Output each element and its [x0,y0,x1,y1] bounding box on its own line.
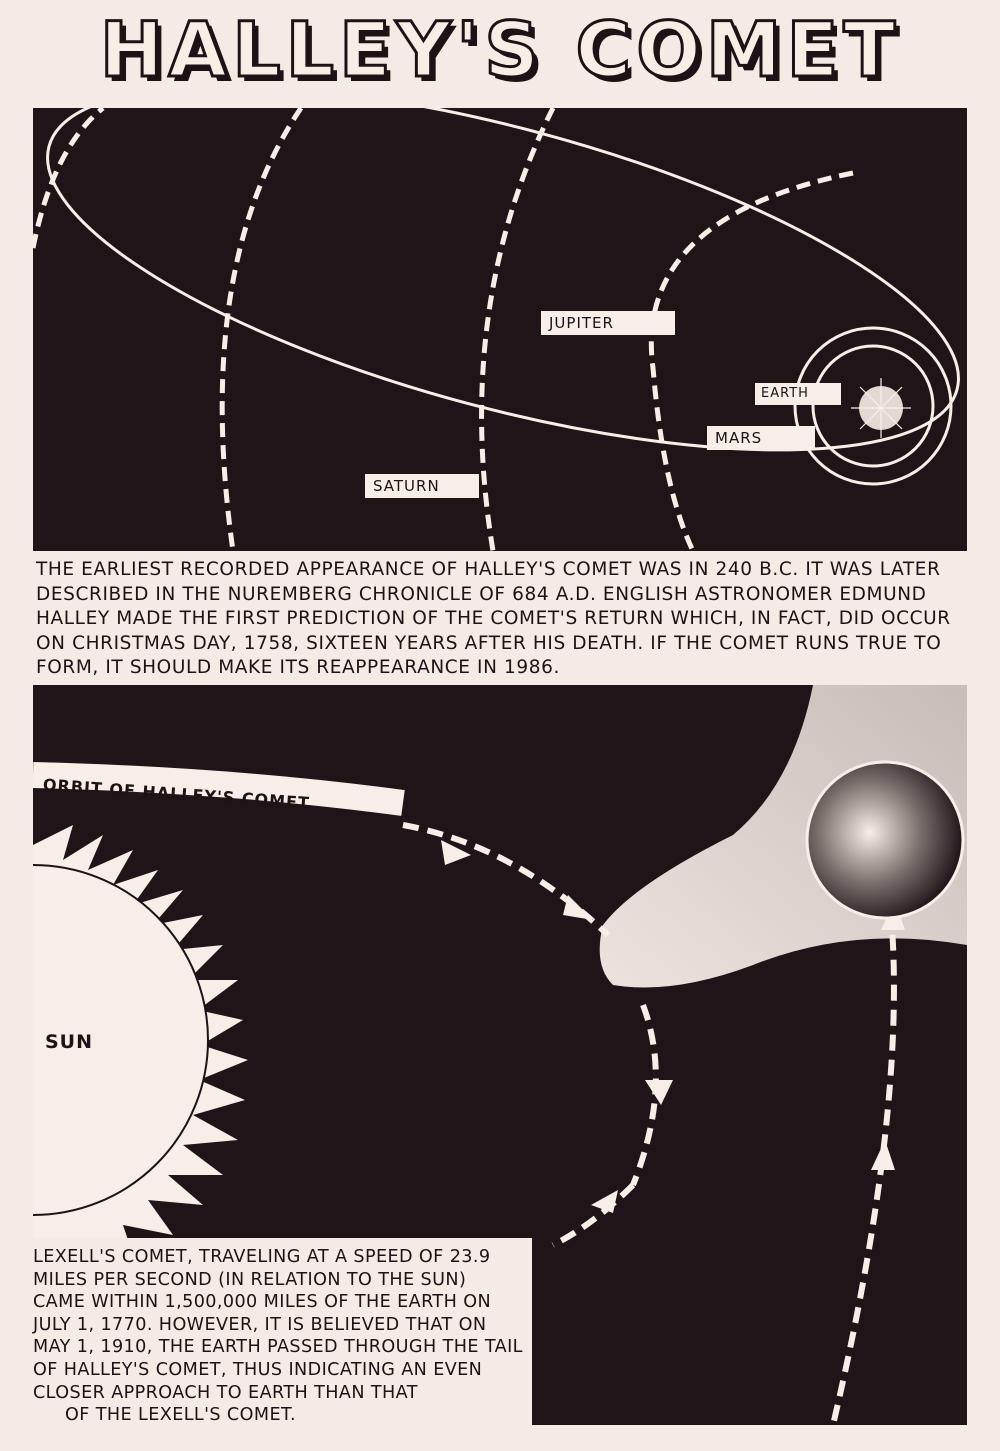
panel2-caption-main: LEXELL'S COMET, TRAVELING AT A SPEED OF 23.9 MILES PER SECOND (IN RELATION TO THE SUN) CAME WITHIN 1,500,000 MILES OF THE EARTH ON JULY 1, 1770. HOWEVER, IT IS BELIEVED THAT ON MAY 1, 1910, THE EARTH PASSED THROUGH THE TAIL OF HALLEY'S COMET, THUS INDICATING AN EVEN CLOSER APPROACH TO EARTH THAN THAT [33,1247,523,1403]
sun-label: SUN [45,1031,94,1053]
saturn-label: SATURN [365,474,479,498]
orbit-label: ORBIT OF HALLEY'S COMET [42,775,311,813]
arrow-6 [871,1140,895,1170]
uranus-orbit-arc [222,108,301,551]
jupiter-label: JUPITER [541,311,675,335]
solar-system-orbit-panel [33,108,967,551]
mars-label: MARS [707,426,815,450]
outer-orbit-arc [33,108,103,248]
arrow-3 [645,1080,673,1105]
sun-rays [851,378,911,438]
panel2-caption [33,1246,523,1427]
panel2-caption-box [0,1238,532,1451]
halley-orbit-ellipse [33,108,967,525]
orbit-diagram [33,108,967,551]
earth-label: EARTH [755,383,841,405]
arrow-2 [563,895,593,920]
earth-globe [807,762,963,918]
page-title: HALLEY'S COMET [99,5,901,94]
panel1-caption: THE EARLIEST RECORDED APPEARANCE OF HALLEY'S COMET WAS IN 240 B.C. IT WAS LATER DESCRIBED IN THE NUREMBERG CHRONICLE OF 684 A.D. ENGLISH ASTRONOMER EDMUND HALLEY MADE THE FIRST PREDICTION OF THE COMET'S RETURN WHICH, IN FACT, DID OCCUR ON CHRISTMAS DAY, 1758, SIXTEEN YEARS AFTER HIS DEATH. IF THE COMET RUNS TRUE TO FORM, IT SHOULD MAKE ITS REAPPEARANCE IN 1986. [36,559,951,678]
arrow-4 [591,1190,618,1213]
comet-path-incoming [403,825,608,935]
jupiter-orbit-arc [651,173,853,551]
panel2-caption-last: OF THE LEXELL'S COMET. [65,1405,297,1426]
comet-path-return [553,1185,633,1245]
comet-path-outgoing [633,1005,656,1185]
arrow-1 [441,840,471,865]
